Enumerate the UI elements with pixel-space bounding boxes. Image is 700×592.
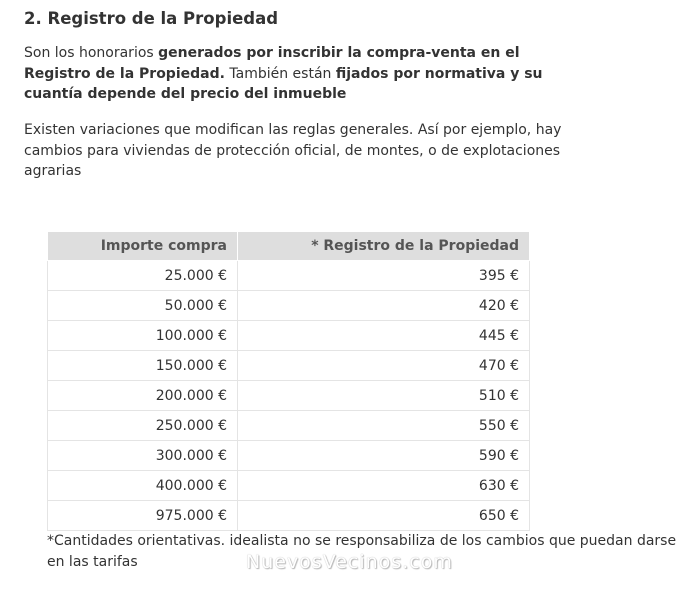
registry-fee: 590 € (238, 441, 530, 471)
table-row (48, 321, 530, 351)
variations-paragraph: Existen variaciones que modifican las reglas generales. Así por ejemplo, hay cambios para viviendas de protección oficial, de montes, o de explotaciones agrarias (24, 122, 562, 179)
header-importe-compra: Importe compra (48, 232, 238, 261)
table-row (48, 351, 530, 381)
table-row (48, 501, 530, 531)
table-row (48, 411, 530, 441)
intro-text-1: Son los honorarios (24, 45, 159, 61)
watermark: NuevosVecinos.com (246, 551, 453, 573)
table-row (48, 471, 530, 501)
purchase-amount: 975.000 € (48, 501, 238, 531)
registry-fee: 420 € (238, 291, 530, 321)
table-header-row (48, 232, 530, 261)
table-row (48, 381, 530, 411)
registry-fee: 510 € (238, 381, 530, 411)
registry-fee: 395 € (238, 261, 530, 291)
table-row (48, 261, 530, 291)
purchase-amount: 250.000 € (48, 411, 238, 441)
table-row (48, 441, 530, 471)
purchase-amount: 400.000 € (48, 471, 238, 501)
fees-table (47, 232, 530, 531)
table-row (48, 291, 530, 321)
disclaimer-note: *Cantidades orientativas. idealista no se responsabiliza de los cambios que puedan darse en las tarifas (47, 533, 677, 570)
intro-bold-2: fijados por normativa y su cuantía depende del precio del inmueble (24, 65, 543, 102)
section-title: 2. Registro de la Propiedad (24, 9, 279, 28)
purchase-amount: 50.000 € (48, 291, 238, 321)
purchase-amount: 25.000 € (48, 261, 238, 291)
purchase-amount: 100.000 € (48, 321, 238, 351)
intro-text-2: También están (224, 65, 336, 82)
purchase-amount: 150.000 € (48, 351, 238, 381)
purchase-amount: 300.000 € (48, 441, 238, 471)
purchase-amount: 200.000 € (48, 381, 238, 411)
registry-fee: 650 € (238, 501, 530, 531)
intro-bold-1: generados por inscribir la compra-venta en el Registro de la Propiedad. (24, 45, 520, 82)
registry-fee: 445 € (238, 321, 530, 351)
registry-fee: 550 € (238, 411, 530, 441)
registry-fee: 470 € (238, 351, 530, 381)
registry-fee: 630 € (238, 471, 530, 501)
header-registro-propiedad: * Registro de la Propiedad (238, 232, 530, 261)
intro-paragraph (24, 43, 544, 105)
